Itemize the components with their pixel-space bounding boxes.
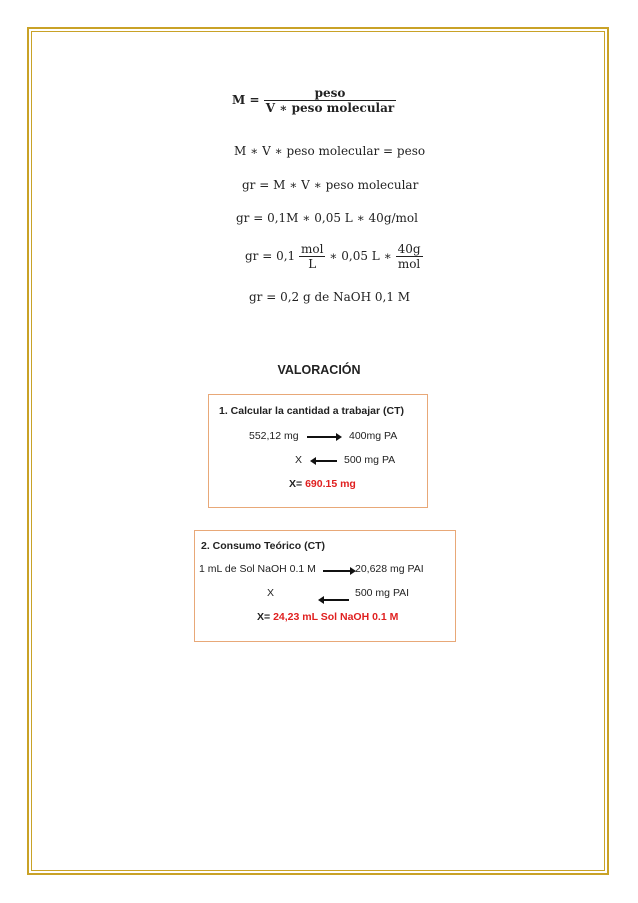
formula-gr-result: gr = 0,2 g de NaOH 0,1 M (249, 290, 411, 304)
arrow-right-icon (307, 436, 337, 438)
formula-molarity-numerator: peso (264, 86, 397, 101)
frac1-numerator: mol (301, 242, 324, 256)
box-calcular-cantidad (208, 394, 428, 508)
frac2-denominator: mol (397, 257, 421, 271)
box2-result-label: X= (257, 611, 271, 623)
box2-heading: 2. Consumo Teórico (CT) (201, 540, 326, 552)
box2-result-value: 24,23 mL Sol NaOH 0.1 M (273, 611, 399, 623)
arrow-left-icon (323, 599, 349, 601)
box1-row2-right: 500 mg PA (344, 454, 396, 466)
formula-gr-units (245, 242, 423, 271)
box2-result (257, 611, 398, 623)
formula-peso: M ∗ V ∗ peso molecular = peso (234, 144, 426, 158)
box2-row2-right: 500 mg PAI (355, 587, 410, 599)
formula-gr-units-frac1 (299, 242, 325, 271)
box1-row1-right: 400mg PA (349, 430, 398, 442)
box1-row2-left: X (295, 454, 303, 466)
formula-gr-units-a: gr = 0,1 (245, 249, 296, 263)
box2-row1-right: 20,628 mg PAI (355, 563, 424, 575)
box2-row1-left: 1 mL de Sol NaOH 0.1 M (199, 563, 316, 575)
box1-heading: 1. Calcular la cantidad a trabajar (CT) (219, 405, 404, 417)
box2-row2-left: X (267, 587, 275, 599)
formula-molarity-lhs: M = (232, 93, 260, 107)
frac2-numerator: 40g (397, 242, 421, 256)
formula-gr-values: gr = 0,1M ∗ 0,05 L ∗ 40g/mol (236, 211, 418, 225)
frac1-denominator: L (308, 257, 317, 271)
box1-result (289, 478, 356, 490)
formula-molarity (232, 86, 396, 115)
box1-row1-left: 552,12 mg (249, 430, 299, 442)
arrow-left-icon (315, 460, 337, 462)
formula-gr: gr = M ∗ V ∗ peso molecular (242, 178, 419, 192)
arrow-right-icon (323, 570, 351, 572)
formula-gr-units-frac2 (396, 242, 423, 271)
section-title: VALORACIÓN (277, 363, 361, 377)
formula-molarity-fraction (264, 86, 397, 115)
box-consumo-teorico (194, 530, 456, 642)
formula-molarity-denominator: V ∗ peso molecular (265, 101, 395, 115)
box1-result-label: X= (289, 478, 303, 490)
formula-gr-units-b: ∗ 0,05 L ∗ (329, 249, 392, 263)
box1-result-value: 690.15 mg (305, 478, 356, 490)
